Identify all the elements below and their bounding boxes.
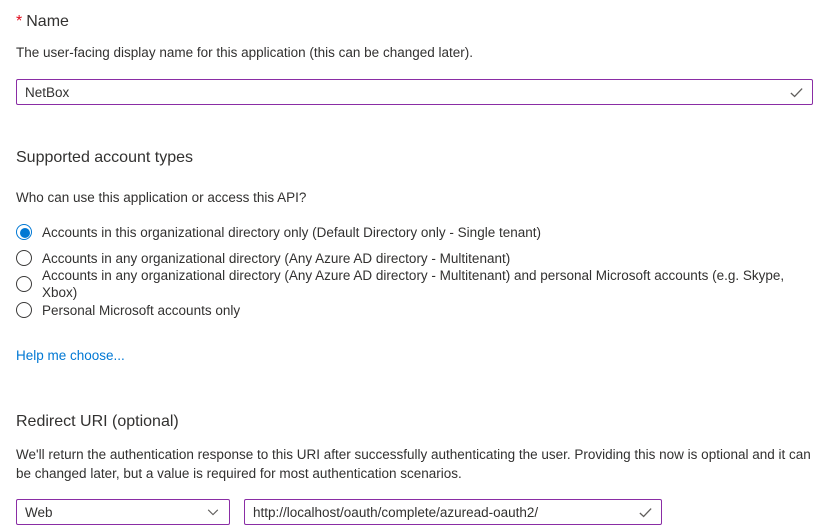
platform-select-value: Web [25, 504, 53, 520]
checkmark-icon [637, 504, 653, 520]
checkmark-icon [788, 84, 804, 100]
required-asterisk: * [16, 13, 23, 30]
account-type-option-multitenant-personal[interactable] [16, 268, 813, 300]
radio-button-icon[interactable] [16, 302, 32, 318]
radio-button-icon[interactable] [16, 224, 32, 240]
account-types-title: Supported account types [16, 149, 194, 166]
help-me-choose-link[interactable]: Help me choose... [16, 348, 125, 363]
name-input[interactable] [17, 85, 788, 100]
radio-button-icon[interactable] [16, 276, 32, 292]
radio-label: Accounts in any organizational directory (Any Azure AD directory - Multitenant) and personal Microsoft accounts (e.g. Skype, Xbox) [42, 268, 785, 300]
redirect-uri-title: Redirect URI (optional) [16, 413, 179, 430]
radio-label: Accounts in this organizational directory only (Default Directory only - Single tenant) [42, 224, 541, 240]
radio-button-icon[interactable] [16, 250, 32, 266]
redirect-uri-row [16, 499, 813, 525]
redirect-uri-description: We'll return the authentication response to this URI after successfully authenticating the user. Providing this now is optional and it can be changed later, but a value is required for most authentication scenarios. [16, 447, 811, 481]
radio-label: Accounts in any organizational directory (Any Azure AD directory - Multitenant) [42, 250, 511, 266]
name-input-container [16, 79, 813, 105]
chevron-down-icon [205, 504, 221, 520]
spacer [16, 105, 813, 147]
account-type-options [16, 219, 813, 323]
redirect-uri-input-container [244, 499, 662, 525]
account-types-question: Who can use this application or access this API? [16, 190, 307, 205]
account-type-option-single-tenant[interactable] [16, 219, 813, 245]
redirect-uri-input[interactable] [245, 505, 637, 520]
platform-select[interactable] [16, 499, 230, 525]
name-title-text: Name [26, 13, 69, 30]
name-section-title [16, 11, 813, 32]
name-description: The user-facing display name for this application (this can be changed later). [16, 45, 473, 60]
radio-label: Personal Microsoft accounts only [42, 302, 241, 318]
